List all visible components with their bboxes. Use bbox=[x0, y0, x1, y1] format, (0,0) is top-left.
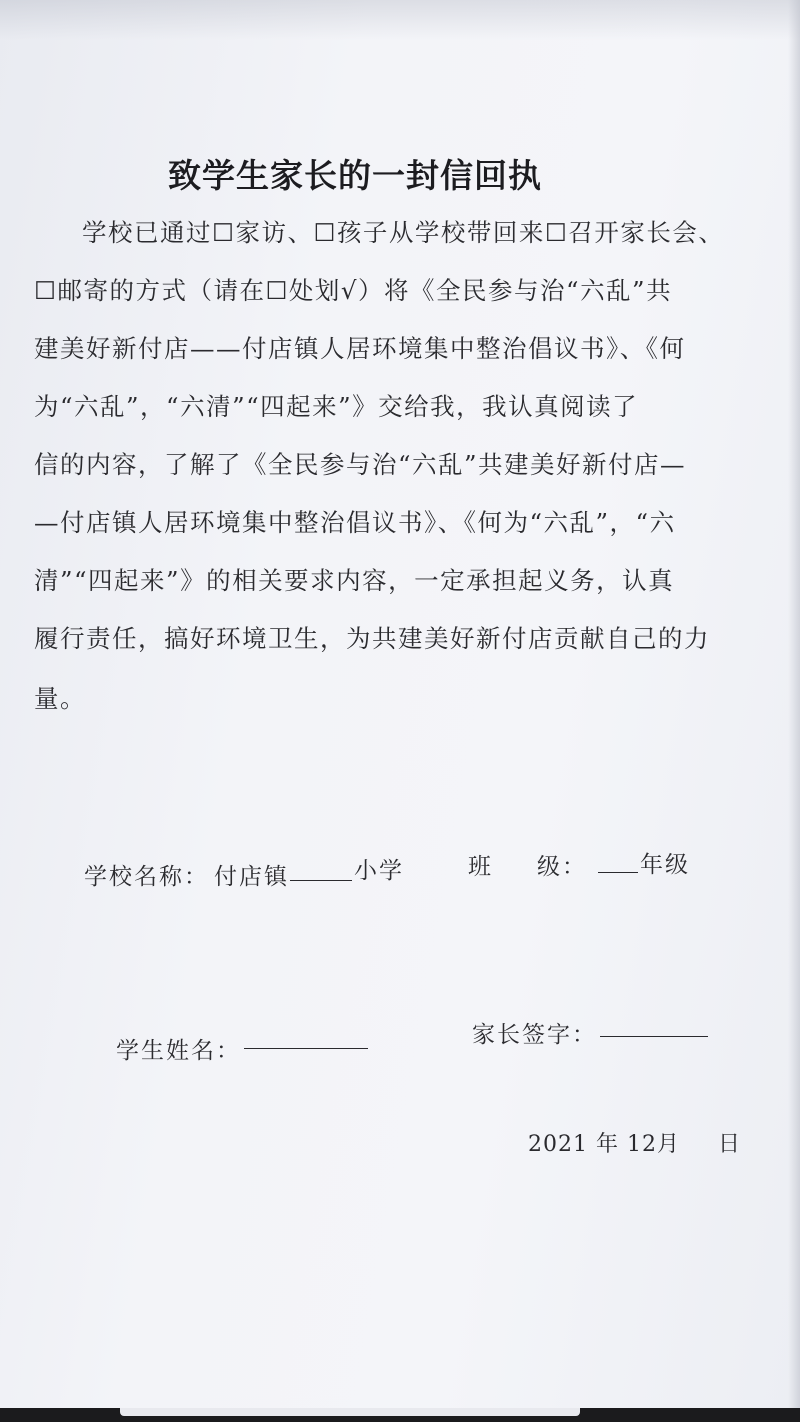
body-line-7: 清”“四起来”》的相关要求内容，一定承担起义务，认真 bbox=[34, 566, 675, 595]
date-year-unit: 年 bbox=[596, 1132, 620, 1157]
dark-surface bbox=[0, 1408, 800, 1422]
parent-signature-blank bbox=[600, 1036, 708, 1037]
date-line bbox=[528, 1127, 741, 1158]
body-line-4: 为“六乱”，“六清”“四起来”》交给我，我认真阅读了 bbox=[34, 392, 639, 421]
body-line-5: 信的内容，了解了《全民参与治“六乱”共建美好新付店— bbox=[34, 450, 687, 479]
paper-bottom-edge bbox=[120, 1408, 580, 1416]
document-title: 致学生家长的一封信回执 bbox=[168, 156, 542, 195]
date-month-unit: 月 bbox=[657, 1132, 681, 1157]
date-day-unit: 日 bbox=[718, 1132, 742, 1157]
parent-signature-label: 家长签字： bbox=[472, 1022, 597, 1048]
student-name-label: 学生姓名： bbox=[116, 1038, 241, 1064]
school-suffix: 小学 bbox=[354, 858, 404, 884]
body-line-2: ☐邮寄的方式（请在☐处划√）将《全民参与治“六乱”共 bbox=[34, 276, 673, 305]
grade-blank bbox=[598, 872, 638, 873]
body-line-9: 量。 bbox=[34, 684, 86, 713]
school-name-blank bbox=[290, 880, 352, 881]
class-label-part-1: 班 bbox=[468, 854, 493, 880]
date-month: 12 bbox=[627, 1132, 658, 1157]
paper-edge bbox=[788, 0, 800, 1412]
class-label bbox=[468, 848, 587, 881]
grade-suffix: 年级 bbox=[640, 852, 690, 878]
student-name-blank bbox=[244, 1048, 368, 1049]
paper-shadow bbox=[0, 0, 800, 40]
class-label-part-2: 级： bbox=[537, 854, 587, 880]
body-line-1: 学校已通过☐家访、☐孩子从学校带回来☐召开家长会、 bbox=[82, 218, 725, 247]
school-name-label: 学校名称： bbox=[84, 864, 209, 890]
school-town: 付店镇 bbox=[214, 864, 289, 890]
body-line-6: —付店镇人居环境集中整治倡议书》、《何为“六乱”，“六 bbox=[34, 508, 676, 537]
body-line-3: 建美好新付店——付店镇人居环境集中整治倡议书》、《何 bbox=[34, 334, 686, 363]
body-line-8: 履行责任，搞好环境卫生，为共建美好新付店贡献自己的力 bbox=[34, 624, 710, 653]
date-year: 2021 bbox=[528, 1132, 588, 1157]
